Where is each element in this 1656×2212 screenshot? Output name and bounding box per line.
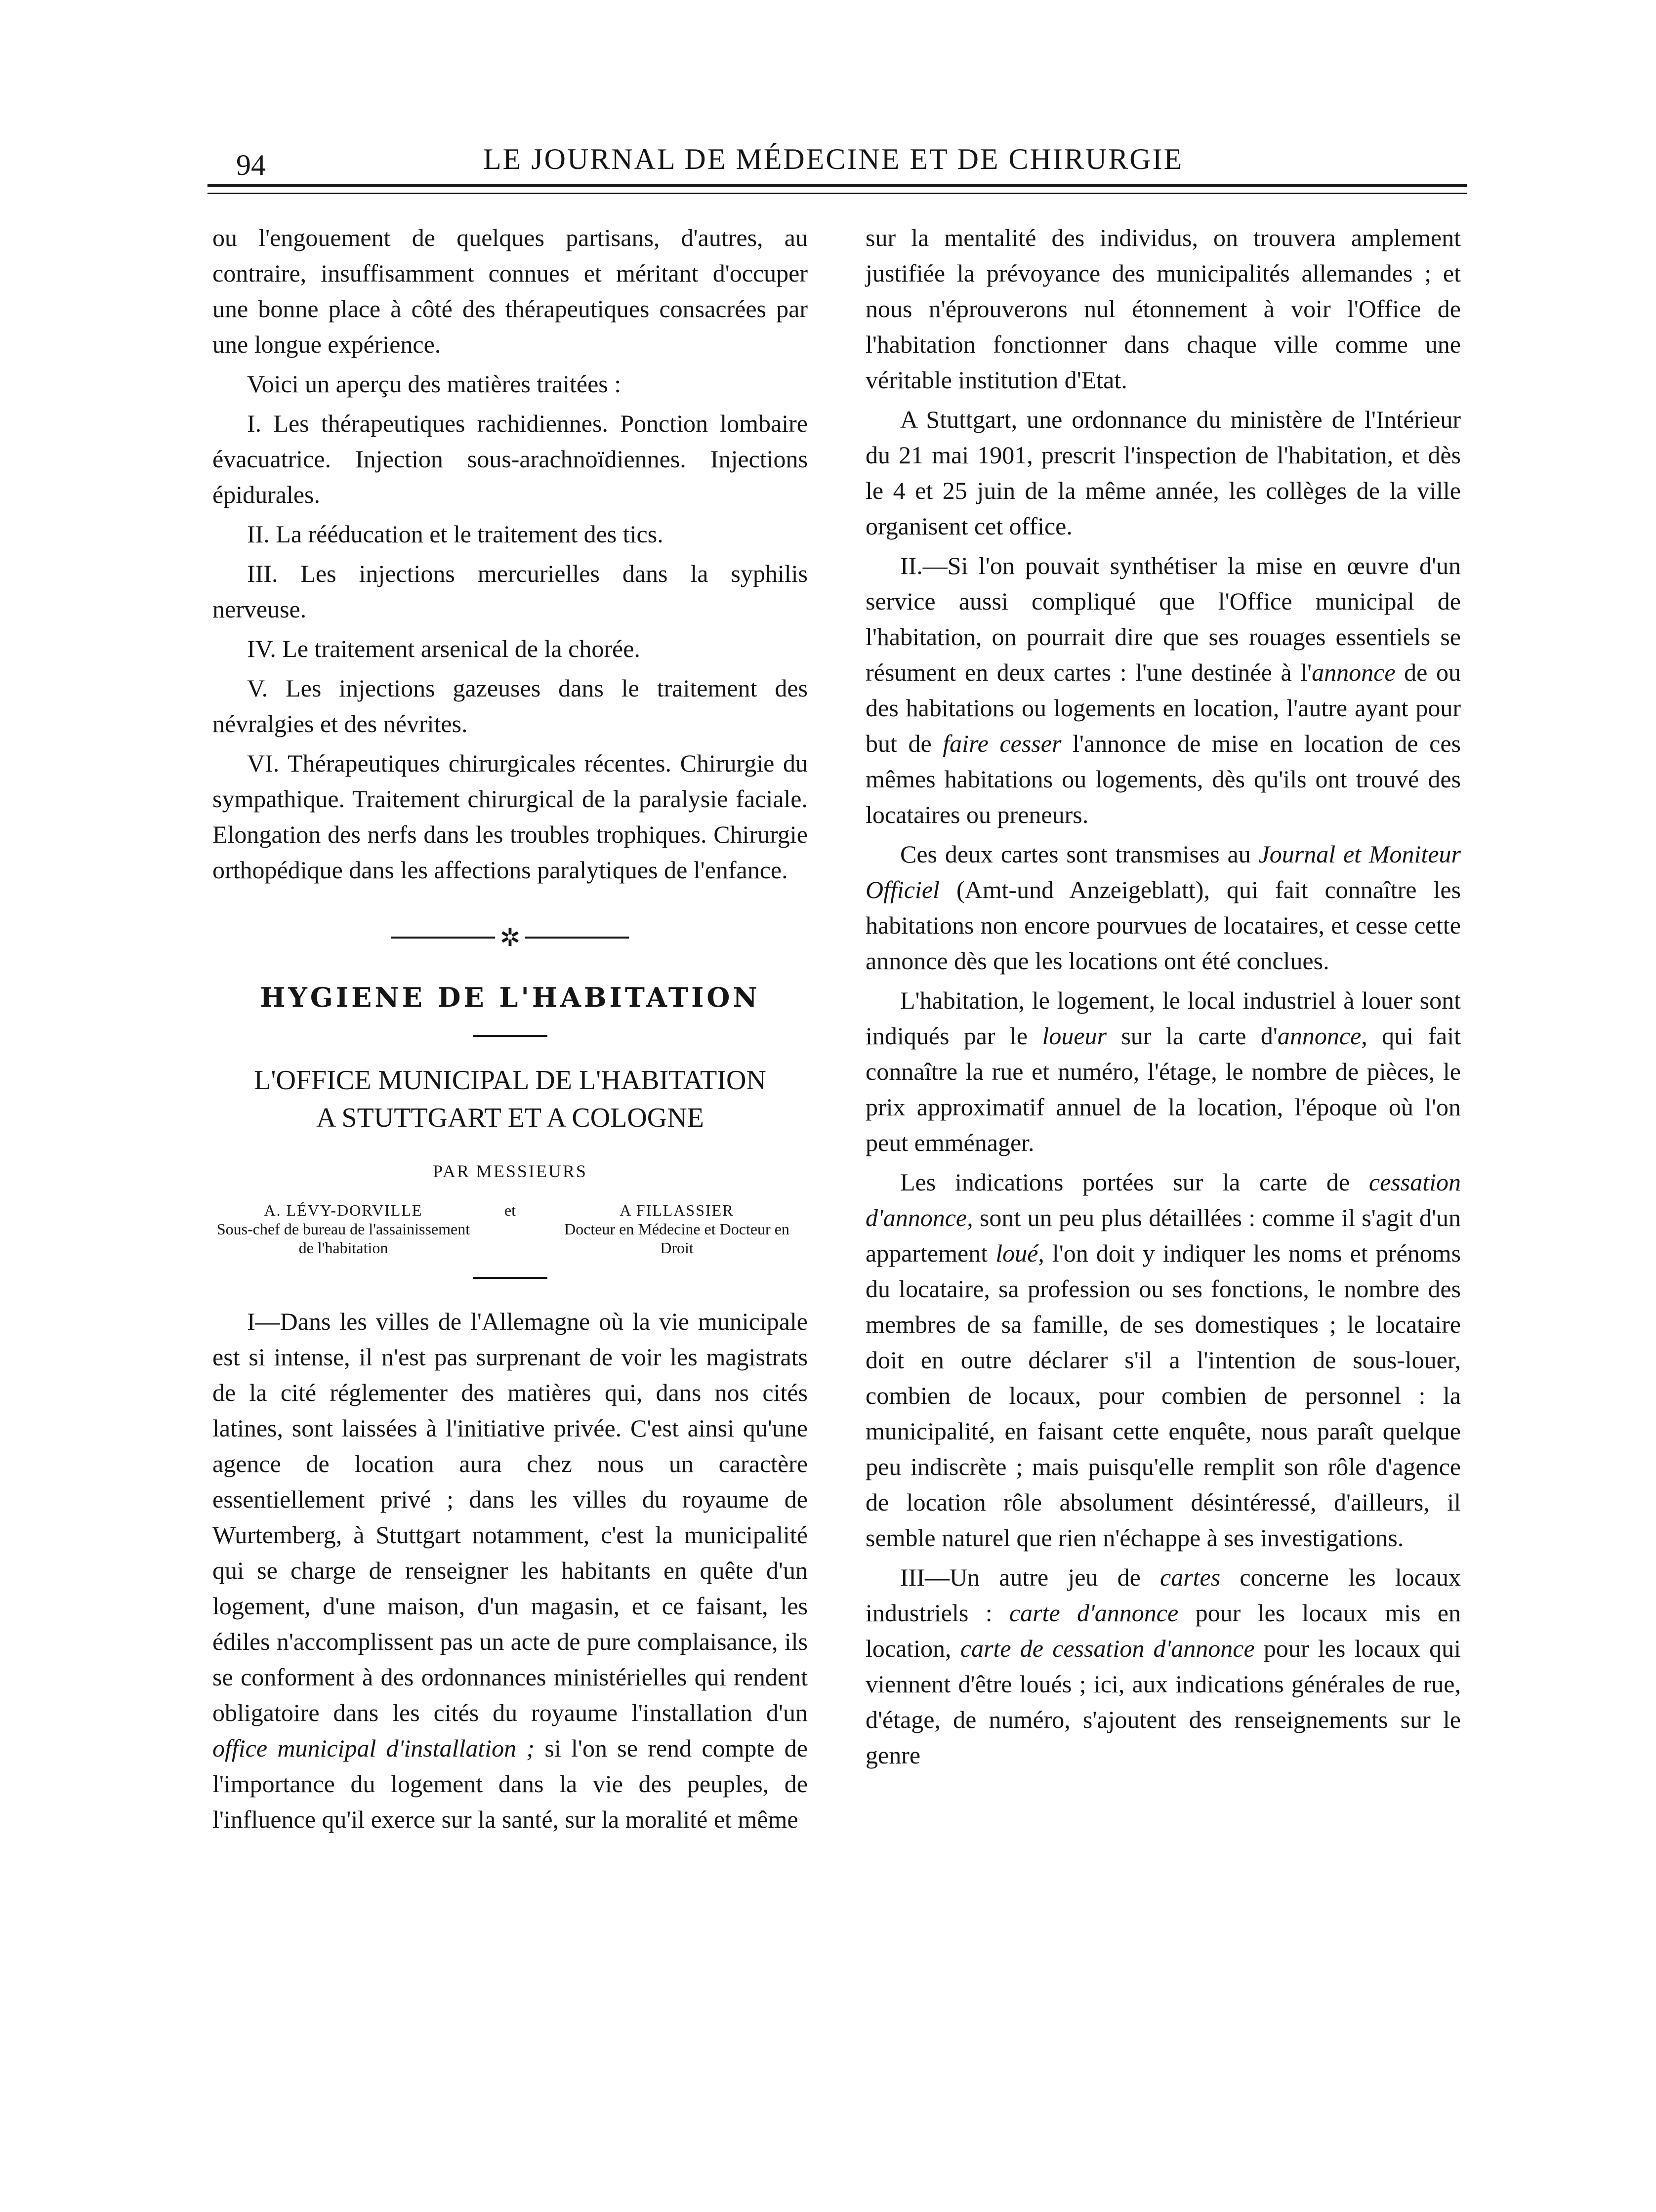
p7-emphasis-2: carte d'annonce <box>1009 1599 1179 1627</box>
p4-text-a: Ces deux cartes sont transmises au <box>900 840 1259 868</box>
list-lead: Voici un aperçu des matières traitées : <box>247 370 621 398</box>
right-paragraph-1: sur la mentalité des individus, on trouvera amplement justifiée la prévoyance des municipalités allemandes ; et nous n'éprouverons nul étonnement à voir l'Office de l'habitation fonctionner dans chaque ville comme une véritable institution d'Etat. <box>866 224 1461 394</box>
article-title <box>212 1062 808 1137</box>
p7-text-d: pour les locaux qui viennent d'être loués ; ici, aux indications générales de rue, d'étage, de numéro, s'ajoutent des renseignements sur le genre <box>866 1635 1461 1769</box>
list-item-4: IV. Le traitement arsenical de la chorée. <box>247 635 640 662</box>
byline-rule <box>473 1277 547 1279</box>
article-title-line-1: L'OFFICE MUNICIPAL DE L'HABITATION <box>254 1065 766 1096</box>
ornament-star-icon: ✲ <box>499 923 521 951</box>
header-rule-thin <box>207 193 1467 194</box>
list-item-3: III. Les injections mercurielles dans la syphilis nerveuse. <box>212 560 808 623</box>
author-1 <box>212 1201 474 1257</box>
section-ornament <box>212 922 808 950</box>
p7-emphasis-3: carte de cessation d'annonce <box>960 1635 1255 1662</box>
p5-emphasis-2: annonce <box>1277 1022 1362 1050</box>
page-number: 94 <box>236 149 266 181</box>
running-head: LE JOURNAL DE MÉDECINE ET DE CHIRURGIE <box>483 143 1184 175</box>
p5-text-c: , qui fait connaître la rue et numéro, l'étage, le nombre de pièces, le prix approximatif annuel de la location, l'époque où l'on peut emménager. <box>866 1022 1461 1156</box>
header-rule-thick <box>207 184 1467 187</box>
right-paragraph-3 <box>866 548 1461 832</box>
p6-emphasis-1: cessation d'annonce, <box>866 1168 1461 1231</box>
author-2-name: A FILLASSIER <box>620 1201 734 1219</box>
p6-text-c: l'on doit y indiquer les noms et prénoms du locataire, sa profession ou ses fonctions, le nombre des membres de sa famille, de ses domestiques ; le locataire doit en outre déclarer s'il a l'intention de sous-louer, combien de locaux, pour combien de personnel : la municipalité, en faisant cette enquête, nous paraît quelque peu indiscrète ; mais puisqu'elle remplit son rôle d'agence de location rôle absolument désintéressé, d'ailleurs, il semble naturel que rien n'échappe à ses investigations. <box>866 1239 1461 1552</box>
article-title-line-2: A STUTTGART ET A COLOGNE <box>316 1102 704 1133</box>
author-2-role: Docteur en Médecine et Docteur en Droit <box>564 1220 789 1257</box>
p6-text-b: sont un peu plus détaillées : comme il s'agit d'un appartement <box>866 1204 1461 1267</box>
right-paragraph-6 <box>866 1164 1461 1556</box>
p3-text-a: II.—Si l'on pouvait synthétiser la mise en œuvre d'un service aussi compliqué que l'Office municipal de l'habitation, on pourrait dire que ses rouages essentiels se résument en deux cartes : l'une destinée à l' <box>866 552 1461 686</box>
p3-emphasis-1: annonce <box>1312 658 1396 686</box>
list-item-2: II. La rééducation et le traitement des tics. <box>247 520 663 548</box>
p7-text-a: III—Un autre jeu de <box>900 1563 1160 1591</box>
author-1-role: Sous-chef de bureau de l'assainissement de l'habitation <box>216 1220 470 1257</box>
p4-emphasis: Journal et Moniteur Officiel <box>866 840 1461 903</box>
p3-text-c: l'annonce de mise en location de ces mêmes habitations ou logements, dès qu'ils ont trouvé des locataires ou preneurs. <box>866 730 1461 828</box>
p5-text-b: sur la carte d' <box>1107 1022 1278 1050</box>
list-item-1: I. Les thérapeutiques rachidiennes. Ponction lombaire évacuatrice. Injection sous-arachnoïdiennes. Injections épidurales. <box>212 410 808 508</box>
p4-text-b: (Amt-und Anzeigeblatt), qui fait connaître les habitations non encore pourvues de locataires, et cesse cette annonce dès que les locations ont été conclues. <box>866 876 1461 975</box>
p3-emphasis-2: faire cesser <box>943 730 1062 757</box>
authors <box>212 1201 808 1257</box>
section-1-paragraph <box>212 1304 808 1837</box>
right-paragraph-7 <box>866 1559 1461 1773</box>
p5-text-a: L'habitation, le logement, le local industriel à louer sont indiqués par le <box>866 986 1461 1050</box>
list-item-6: VI. Thérapeutiques chirurgicales récentes. Chirurgie du sympathique. Traitement chirurgical de la paralysie faciale. Elongation des nerfs dans les troubles trophiques. Chirurgie orthopédique dans les affections paralytiques de l'enfance. <box>212 749 808 884</box>
section-1-text-a: I—Dans les villes de l'Allemagne où la vie municipale est si intense, il n'est pas surprenant de voir les magistrats de la cité réglementer des matières qui, dans nos cités latines, sont laissées à l'initiative privée. C'est ainsi qu'une agence de location aura chez nous un caractère essentiellement privé ; dans les villes du royaume de Wurtemberg, à Stuttgart notamment, c'est la municipalité qui se charge de renseigner les habitants en quête d'un logement, d'une maison, d'un magasin, et ce faisant, les édiles n'accomplissent pas un acte de pure complaisance, ils se conforment à des ordonnances ministérielles qui rendent obligatoire dans les cités du royaume l'installation d'un <box>212 1307 808 1726</box>
intro-paragraph: ou l'engouement de quelques partisans, d'autres, au contraire, insuffisamment connues et méritant d'occuper une bonne place à côté des thérapeutiques consacrées par une longue expérience. <box>212 224 808 358</box>
author-1-name: A. LÉVY-DORVILLE <box>264 1201 423 1219</box>
right-paragraph-5 <box>866 983 1461 1160</box>
list-item-5: V. Les injections gazeuses dans le traitement des névralgies et des névrites. <box>212 674 808 737</box>
p3-text-b: de ou des habitations ou logements en location, l'autre ayant pour but de <box>866 658 1461 757</box>
p5-emphasis-1: loueur <box>1042 1022 1107 1050</box>
right-paragraph-4 <box>866 836 1461 979</box>
section-1-text-b: si l'on se rend compte de l'importance du logement dans la vie des peuples, de l'influence qu'il exerce sur la santé, sur la moralité et même <box>212 1734 808 1833</box>
p7-emphasis-1: cartes <box>1160 1563 1221 1591</box>
p6-text-a: Les indications portées sur la carte de <box>900 1168 1369 1196</box>
left-column <box>212 220 808 1841</box>
byline-label: PAR MESSIEURS <box>433 1161 587 1181</box>
p6-emphasis-2: loué, <box>995 1239 1044 1267</box>
author-separator: et <box>504 1201 516 1219</box>
author-2 <box>546 1201 808 1257</box>
right-paragraph-2: A Stuttgart, une ordonnance du ministère de l'Intérieur du 21 mai 1901, prescrit l'inspection de l'habitation, et dès le 4 et 25 juin de la même année, les collèges de la ville organisent cet office. <box>866 406 1461 540</box>
section-1-emphasis: office municipal d'installation ; <box>212 1734 535 1762</box>
right-column <box>866 220 1461 1777</box>
section-title: HYGIENE DE L'HABITATION <box>260 981 760 1013</box>
p7-text-c: pour les locaux mis en location, <box>866 1599 1461 1662</box>
p7-text-b: concerne les locaux industriels : <box>866 1563 1461 1627</box>
title-rule <box>473 1035 547 1037</box>
